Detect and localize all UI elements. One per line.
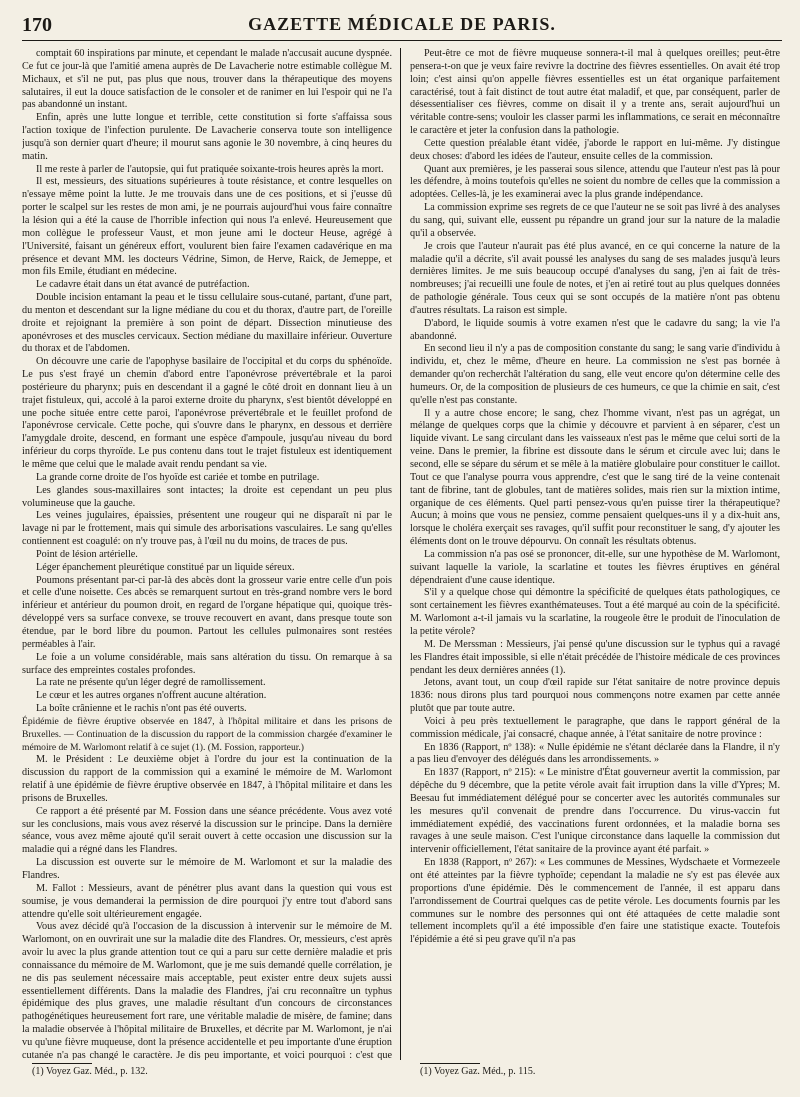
paragraph: Le cadavre était dans un état avancé de putréfaction. [36,279,250,291]
section-heading: Épidémie de fièvre éruptive observée en 1847, à l'hôpital militaire et dans les prisons de Bruxelles. — Continuation de la discussion du rapport de la commission chargée d'examiner le mémoire de M. Warlomont relatif à ce sujet (1). (M. Fossion, rapporteur.) [22,715,392,753]
paragraph: La discussion est ouverte sur le mémoire de M. Warlomont et sur la maladie des Flandres. [22,857,392,881]
paragraph: La commission n'a pas osé se prononcer, dit-elle, sur une hypothèse de M. Warlomont, suivant laquelle la variole, la scarlatine et toutes les fièvres éruptives en général dépendraient d'une cause identique. [410,548,780,586]
paragraph: Il me reste à parler de l'autopsie, qui fut pratiquée soixante-trois heures après la mort. [36,163,384,175]
paragraph: Poumons présentant par-ci par-là des abcès dont la grosseur varie entre celle d'un pois et celle d'une noisette. Ces abcès se remarquent surtout en très-grand nombre vers le bord inférieur et antérieur du poumon droit, en regard de l'organe hépatique qui, quoique très-développé vers sa surface convexe, se trouve recouvert en avant, dans presque toute son étendue, par le bord libre du poumon. Partout les cellules pulmonaires sont restées perméables à l'air. [22,574,392,650]
paragraph: Ce rapport a été présenté par M. Fossion dans une séance précédente. Vous avez voté sur les conclusions, mais vous avez réservé la discussion sur le principe. Dans la dernière séance, vous avez même ajouté qu'il serait ouvert à cette occasion une discussion sur la maladie qui a régné dans les Flandres. [22,805,392,856]
page-header [22,12,782,41]
footnote-right: (1) Voyez Gaz. Méd., p. 115. [420,1066,536,1077]
paragraph: Jetons, avant tout, un coup d'œil rapide sur l'état sanitaire de notre province depuis 1836: nous dirons plus tard pourquoi nous commençons notre examen par cette année plutôt que par toute autre. [410,677,780,715]
left-column [22,48,392,1060]
paragraph: En second lieu il n'y a pas de composition constante du sang; le sang varie d'individu à individu, et, chez le même, d'heure en heure. La commission ne s'est pas bornée à demander qu'on recherchât l'altération du sang, elle veut encore qu'on détermine celle des humeurs. Or, de la composition de plusieurs de ces humeurs, ce que la chimie en sait, c'est qu'elle n'est pas constante. [410,343,780,406]
footnote-left: (1) Voyez Gaz. Méd., p. 132. [32,1066,148,1077]
right-column [410,48,780,1060]
right-paragraphs [410,48,780,947]
footnote-rule-right [420,1063,480,1064]
paragraph: Il est, messieurs, des situations supérieures à toute résistance, et contre lesquelles on n'essaye même point la lutte. Je me trouvais dans une de ces positions, et si j'eusse dû porter le scalpel sur les restes de mon ami, je ne pourrais aujourd'hui vous faire connaître la lésion qui a été la cause de l'horrible infection qui nous l'a enlevé. Heureusement que mon collègue le professeur Vaust, et mon jeune ami le docteur Heuse, agrégé à l'Université, faisant un généreux effort, voulurent bien faire l'examen cadavérique en ma présence et devant MM. les docteurs Védrine, Simon, de Herve, Raick, de Jemeppe, et mon fils Emile, étudiant en médecine. [22,176,392,278]
paragraph: Vous avez décidé qu'à l'occasion de la discussion à intervenir sur le mémoire de M. Warlomont, on en ouvrirait une sur la maladie dite des Flandres. Or, messieurs, c'est après avoir lu avec la plus grande attention tout ce qui a paru sur cette dernière maladie et pris connaissance du mémoire de M. Warlomont, que je me suis demandé quelle corrélation, je ne dis pas seulement nécessaire mais acceptable, peut exister entre deux sujets aussi essentiellement différents. Dans la maladie des Flandres, j'ai cru reconnaître un typhus épidémique des plus graves, une maladie résultant d'un concours de circonstances pathogénétiques heureusement fort rare, une véritable maladie de misère, de famine; dans la maladie observée à l'hôpital militaire de Bruxelles, et décrite par M. Warlomont, je n'ai vu qu'une fièvre muqueuse, dont la présence accidentelle et peu importante d'une éruption cutanée n'a pas changé le caractère. Je dis peu importante, et voici pourquoi : c'est que [22,921,392,1060]
paragraph: M. De Merssman : Messieurs, j'ai pensé qu'une discussion sur le typhus qui a ravagé les Flandres était impossible, si elle n'était précédée de l'histoire médicale de ces provinces pendant les deux dernières années (1). [410,638,780,676]
paragraph: En 1838 (Rapport, nº 267): « Les communes de Messines, Wydschaete et Vormezeele ont été atteintes par la fièvre typhoïde; cependant la maladie ne s'y est pas élevée aux proportions d'une épidémie. Dès le commencement de l'année, il est apparu dans l'arrondissement de Courtrai quelques cas de petite vérole. Les documents fournis par les communes sur le nombre des personnes qui ont été attaquées de cette maladie sont tellement incomplets qu'il a été impossible d'en faire une statistique exacte. Toutefois l'épidémie a été si peu grave qu'il n'a pas [410,857,780,946]
left-paragraphs-discussion [22,754,392,1060]
paragraph: En 1837 (Rapport, nº 215): « Le ministre d'État gouverneur avertit la commission, par dépêche du 9 décembre, que la petite vérole avait fait irruption dans la ville d'Ypres; M. Beesau fut immédiatement délégué pour se concerter avec les autorités communales sur les mesures qu'il convenait de prendre dans l'occurrence. Du virus-vaccin fut immédiatement expédié, des vaccinations furent ordonnées, et la maladie borna ses ravages à une seule maison. C'est l'unique circonstance dans laquelle la commission dut intervenir officiellement, l'état sanitaire de la province ayant été parfait. » [410,767,780,856]
paragraph: Le foie a un volume considérable, mais sans altération du tissu. On remarque à sa surface des empreintes costales profondes. [22,651,392,676]
journal-title: GAZETTE MÉDICALE DE PARIS. [248,14,556,34]
paragraph: M. Fallot : Messieurs, avant de pénétrer plus avant dans la question qui vous est soumise, je vous demanderai la permission de dire pourquoi j'y entre tout d'abord sans attendre qu'elle soit ultérieurement engagée. [22,882,392,920]
paragraph: Point de lésion artérielle. [36,548,138,560]
paragraph: D'abord, le liquide soumis à votre examen n'est que le cadavre du sang; la vie l'a abandonné. [410,317,780,342]
paragraph: Les glandes sous-maxillaires sont intactes; la droite est cependant un peu plus volumineuse que la gauche. [22,484,392,509]
paragraph: Quant aux premières, je les passerai sous silence, attendu que l'auteur n'est pas là pour les défendre, à moins toutefois qu'elles ne soient du nombre de celles que la commission a adoptées. Celles-là, je les examinerai avec la plus grande indépendance. [410,163,780,201]
left-paragraphs [22,48,392,716]
column-divider [400,48,401,1060]
paragraph: Cette question préalable étant vidée, j'aborde le rapport en lui-même. J'y distingue deux choses: d'abord les idées de l'auteur, ensuite celles de la commission. [410,137,780,162]
paragraph: Double incision entamant la peau et le tissu cellulaire sous-cutané, partant, d'une part, du menton et descendant sur la ligne médiane du cou et du thorax, d'autre part, de l'oreille droite et rejoignant la première à son point de départ. Dissection minutieuse des aponévroses et des muscles cervicaux. Section médiane du maxillaire inférieur. Ouverture du thorax et de l'abdomen. [22,292,392,355]
paragraph: Peut-être ce mot de fièvre muqueuse sonnera-t-il mal à quelques oreilles; peut-être pensera-t-on que je veux faire revivre la doctrine des fièvres essentielles. On avait été trop loin; c'est ainsi qu'on appelle fièvres essentielles est un état organique parfaitement caractérisé, tout à fait distinct de tout autre état maladif, et que, par conséquent, parler de désessentialiser ces fièvres, comme on disait il y a trente ans, serait aujourd'hui un véritable contre-sens; vouloir les classer parmi les inflammations, ce serait en méconnaître le caractère et jeter la confusion dans la pathologie. [410,48,780,137]
paragraph: On découvre une carie de l'apophyse basilaire de l'occipital et du corps du sphénoïde. Le pus s'est frayé un chemin d'abord entre l'aponévrose prévertébrale et la paroi postérieure du pharynx; puis en descendant il a gagné le côté droit en donnant lieu à un trajet fistuleux, qui, accolé à la paroi externe droite du pharynx, s'est bientôt développé en une poche située entre cette paroi, l'aponévrose prévertébrale et le feuillet profond de l'aponévrose cervicale. Cette poche, qui s'ouvre dans le pharynx, en dessous et derrière l'amygdale droite, descend, en formant une espèce d'ampoule, jusqu'au niveau du bord inférieur du corps thyroïde. Le pus contenu dans tout le trajet fistuleux est identiquement le même que celui que le malade avait rendu pendant sa vie. [22,356,392,470]
paragraph: En 1836 (Rapport, nº 138): « Nulle épidémie ne s'étant déclarée dans la Flandre, il n'y a pas lieu d'envoyer des délégués dans les arrondissements. » [410,741,780,766]
paragraph: comptait 60 inspirations par minute, et cependant le malade n'accusait aucune dyspnée. Ce fut ce jour-là que l'amitié amena auprès de De Lavacherie notre estimable collègue M. Michaux, et s'il ne put, pas plus que nous, trouver dans la thérapeutique des moyens salutaires, il eut la douce satisfaction de le consoler et de ranimer en lui l'espoir qui ne l'a pas abandonné un instant. [22,48,392,111]
paragraph: Les veines jugulaires, épaissies, présentent une rougeur qui ne disparaît ni par le lavage ni par le frottement, mais qui simule des arborisations vasculaires. Le sang qu'elles contiennent est coagulé: on n'y trouve pas, à l'œil nu du moins, de traces de pus. [22,510,392,548]
paragraph: Léger épanchement pleurétique constitué par un liquide séreux. [36,561,295,573]
paragraph: Il y a autre chose encore; le sang, chez l'homme vivant, n'est pas un agrégat, un mélange de quelques corps que la chimie y découvre et parvient à en séparer, c'est un liquide vivant. Le sang circulant dans les vaisseaux n'est pas le même que celui sorti de la veine. Dans le premier, la fibrine est dissoute dans le sérum et circule avec lui; dans le second, elle se sépare du sérum et se mêle à la matière globulaire pour constituer le caillot. Tout ce que l'analyse pourra vous apprendre, c'est que le sang tiré de la veine contenait tant de fibrine, tant de globules, tant de matières solides, mais rien sur la mixtion intime, organique de ces éléments. Quel parti pensez-vous qu'en puisse tirer la thérapeutique? Aucun; à moins que vous ne pensiez, comme pensaient quelques-uns il y a dix-huit ans, lorsque le choléra exerçait ses ravages, qu'il suffit pour reconstituer le sang, d'y ajouter les éléments dont on le trouve dépourvu. On connaît les résultats obtenus. [410,407,780,548]
paragraph: Je crois que l'auteur n'aurait pas été plus avancé, en ce qui concerne la nature de la maladie qu'il a décrite, s'il avait poussé les analyses du sang de ses malades jusqu'à leurs dernières limites. Je me suis beaucoup occupé d'analyses du sang, j'en ai fait de très-nombreuses; j'ai recueilli une foule de notes, et j'en ai retiré tout au plus quelques données de pathologie générale. Tous ceux qui se sont occupés de la matière n'ont pas obtenu d'autres résultats. La raison est simple. [410,240,780,316]
paragraph: M. le Président : Le deuxième objet à l'ordre du jour est la continuation de la discussion du rapport de la commission qui a examiné le mémoire de M. Warlomont relatif à une épidémie de fièvre éruptive observée en 1847, à l'hôpital militaire et dans les prisons de Bruxelles. [22,754,392,804]
paragraph: La grande corne droite de l'os hyoïde est cariée et tombe en putrilage. [36,471,320,483]
page-number: 170 [22,14,52,36]
paragraph: La commission exprime ses regrets de ce que l'auteur ne se soit pas livré à des analyses du sang, qui, suivant elle, eussent pu répandre un grand jour sur la nature de la maladie qu'il a observée. [410,202,780,239]
paragraph: Le cœur et les autres organes n'offrent aucune altération. [36,690,267,702]
paragraph: La rate ne présente qu'un léger degré de ramollissement. [36,677,266,689]
footnote-rule-left [32,1063,92,1064]
paragraph: Voici à peu près textuellement le paragraphe, que dans le rapport général de la commission médicale, j'ai consacré, chaque année, à l'état sanitaire de notre province : [410,715,780,740]
paragraph: S'il y a quelque chose qui démontre la spécificité de quelques états pathologiques, ce sont certainement les fièvres exanthémateuses. Tout a été marqué au coin de la spécificité. M. Warlomont a-t-il jamais vu la scarlatine, la rougeole être le produit de l'inoculation de la petite vérole? [410,587,780,637]
paragraph: Enfin, après une lutte longue et terrible, cette constitution si forte s'affaissa sous l'action toxique de l'infection purulente. De Lavacherie conserva toute son intelligence jusqu'à son dernier quart d'heure; il mourut sans agonie le 30 novembre, à cinq heures du matin. [22,112,392,162]
paragraph: La boîte crânienne et le rachis n'ont pas été ouverts. [36,703,247,715]
